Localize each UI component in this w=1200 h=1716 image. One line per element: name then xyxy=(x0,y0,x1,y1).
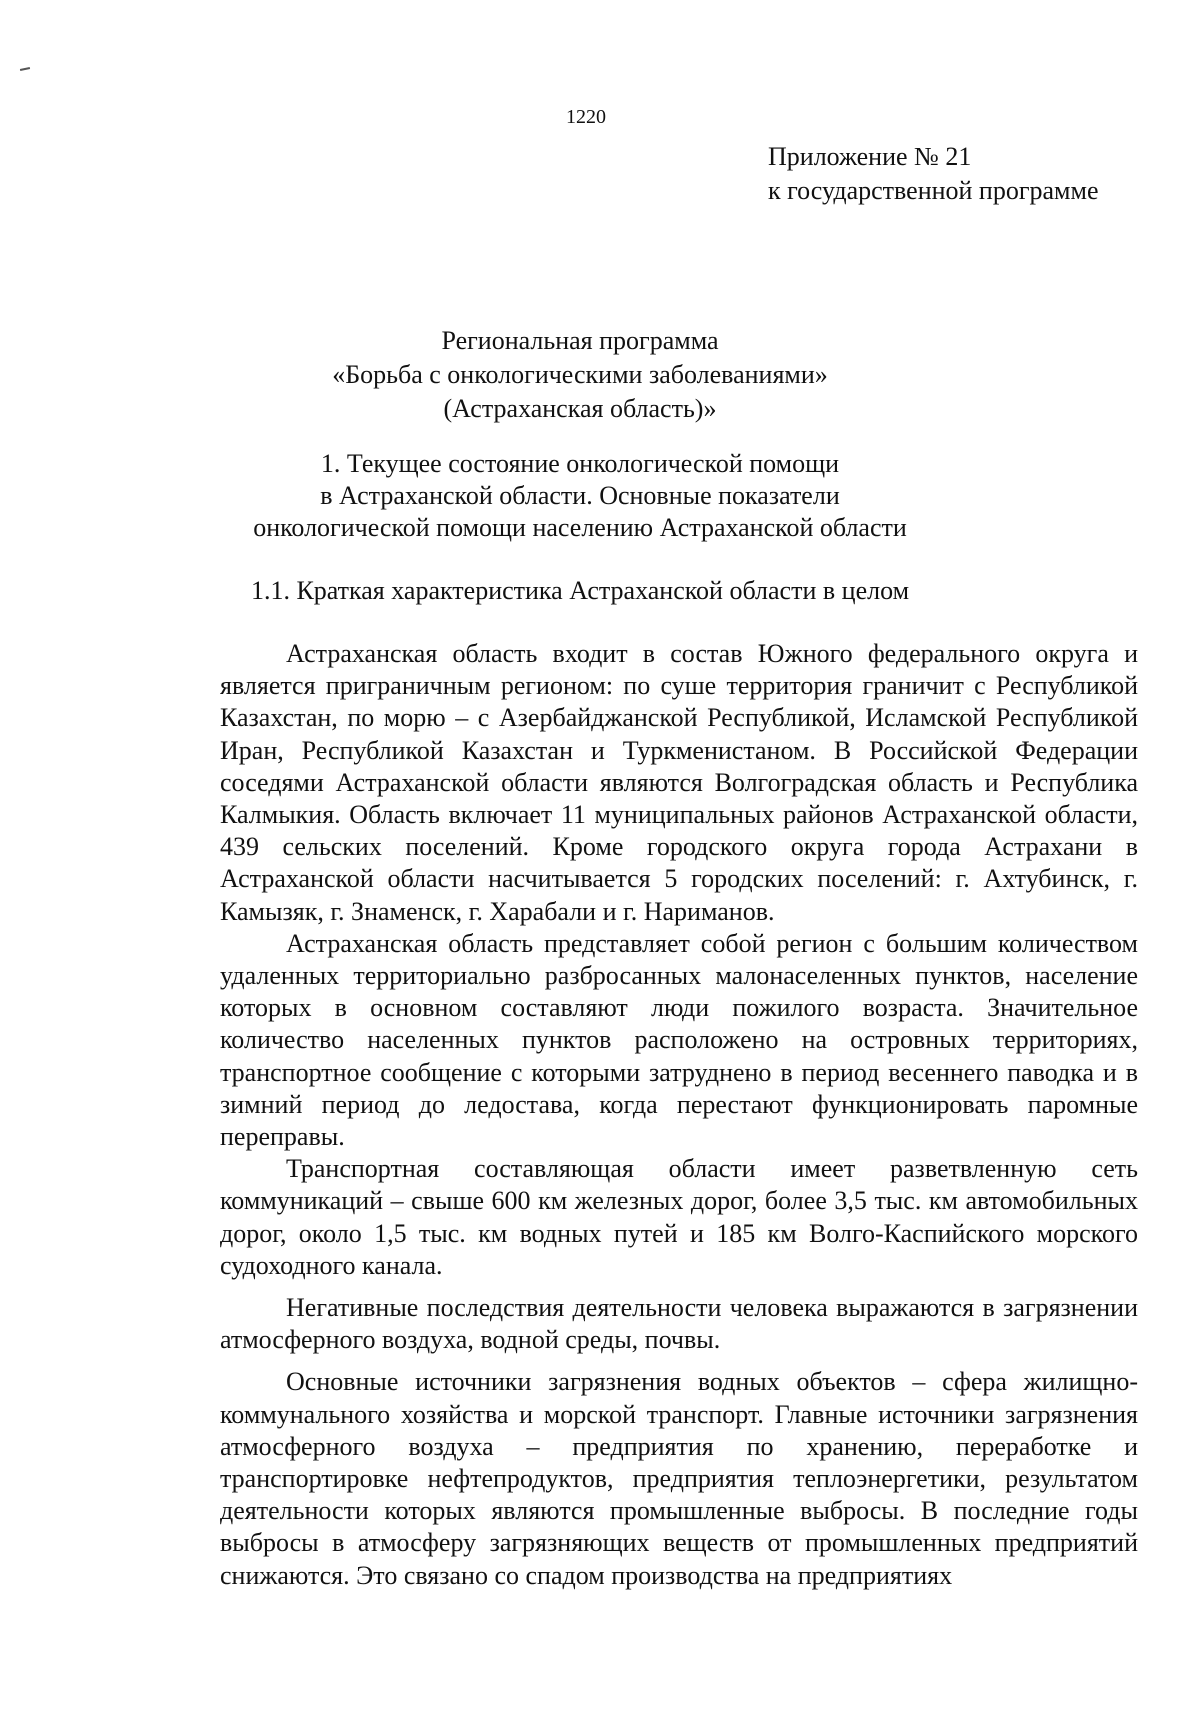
title-line-1: Региональная программа xyxy=(441,326,719,355)
section-line-1: 1. Текущее состояние онкологической помощи xyxy=(320,449,840,478)
paragraph: Транспортная составляющая области имеет разветвленную сеть коммуникаций – свыше 600 км железных дорог, более 3,5 тыс. км автомобильных дорог, около 1,5 тыс. км водных путей и 185 км Волго-Каспийского морского судоходного канала. xyxy=(220,1154,1138,1280)
paragraph: Негативные последствия деятельности человека выражаются в загрязнении атмосферного воздуха, водной среды, почвы. xyxy=(220,1293,1138,1355)
paragraph: Астраханская область входит в состав Южного федерального округа и является приграничным регионом: по суше территория граничит с Республикой Казахстан, по морю – с Азербайджанской Республикой, Исламской Республикой Иран, Республикой Казахстан и Туркменистаном. В Российской Федерации соседями Астраханской области являются Волгоградская область и Республика Калмыкия. Область включает 11 муниципальных районов Астраханской области, 439 сельских поселений. Кроме городского округа города Астрахани в Астраханской области насчитывается 5 городских поселений: г. Ахтубинск, г. Камызяк, г. Знаменск, г. Харабали и г. Нариманов. xyxy=(220,639,1138,926)
body-text xyxy=(220,638,1138,1592)
document-title xyxy=(180,324,980,426)
title-line-3: (Астраханская область)» xyxy=(443,394,717,423)
section-heading xyxy=(180,448,980,544)
page-number: 1220 xyxy=(566,106,606,128)
appendix-line-2: к государственной программе xyxy=(768,176,1099,205)
subsection-heading: 1.1. Краткая характеристика Астраханской области в целом xyxy=(250,576,910,605)
title-line-2: «Борьба с онкологическими заболеваниями» xyxy=(332,360,828,389)
section-line-2: в Астраханской области. Основные показатели xyxy=(320,481,840,510)
section-line-3: онкологической помощи населению Астраханской области xyxy=(253,513,907,542)
scan-artifact xyxy=(20,67,30,71)
paragraph: Основные источники загрязнения водных объектов – сфера жилищно-коммунального хозяйства и морской транспорт. Главные источники загрязнения атмосферного воздуха – предприятия по хранению, переработке и транспортировке нефтепродуктов, предприятия теплоэнергетики, результатом деятельности которых являются промышленные выбросы. В последние годы выбросы в атмосферу загрязняющих веществ от промышленных предприятий снижаются. Это связано со спадом производства на предприятиях xyxy=(220,1367,1138,1590)
appendix-line-1: Приложение № 21 xyxy=(768,142,972,171)
appendix-header xyxy=(768,140,1188,208)
paragraph: Астраханская область представляет собой регион с большим количеством удаленных территориально разбросанных малонаселенных пунктов, население которых в основном составляют люди пожилого возраста. Значительное количество населенных пунктов расположено на островных территориях, транспортное сообщение с которыми затруднено в период весеннего паводка и в зимний период до ледостава, когда перестают функционировать паромные переправы. xyxy=(220,928,1138,1152)
